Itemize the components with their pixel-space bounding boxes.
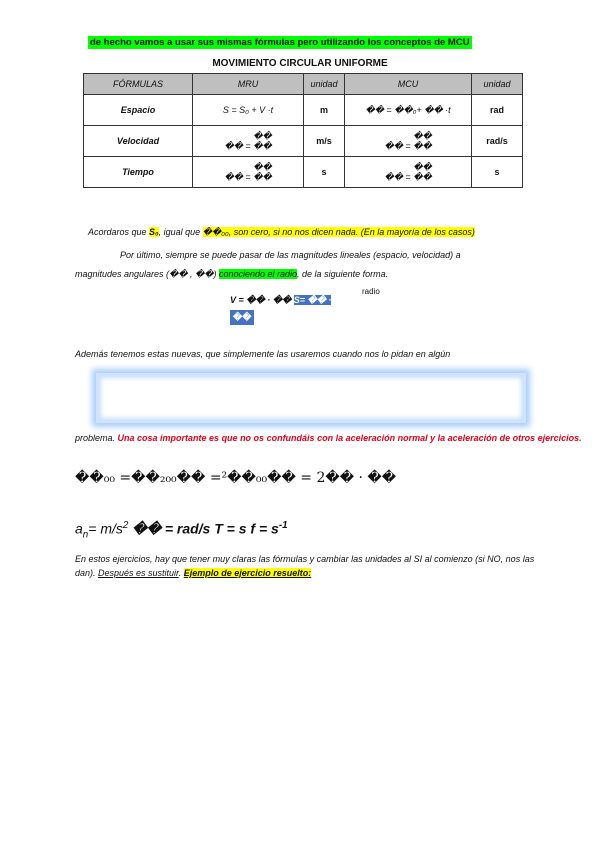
paragraph-initial-values: [88, 227, 475, 238]
paragraph-warning: [75, 431, 582, 445]
mcu-formula: �� = ��₀+ �� ·t: [345, 95, 472, 126]
underlined-text: Después es sustituir: [98, 568, 179, 578]
denominator: ��: [413, 140, 432, 151]
text-run: .: [178, 568, 184, 578]
eq-sub: n: [82, 529, 89, 541]
mcu-fraction: [413, 162, 431, 182]
table-row: [84, 95, 523, 126]
eq-part: = m/s: [88, 520, 123, 537]
header-mcu: MCU: [345, 74, 472, 95]
mru-unit: s: [304, 157, 345, 188]
mcu-lhs: �� =: [384, 140, 411, 151]
header-unit-mru: unidad: [304, 74, 345, 95]
eq-sup: -1: [278, 520, 288, 531]
warning-text: Una cosa importante es que no os confundáis con la aceleración normal y la aceleración de otros ejercicios.: [117, 433, 582, 443]
row-label: Espacio: [84, 95, 193, 126]
text-run: magnitudes angulares (�� , ��): [75, 269, 219, 279]
paragraph-linear-angular: Por último, siempre se puede pasar de las magnitudes lineales (espacio, velocidad) a: [120, 250, 461, 260]
intro-line: de hecho vamos a usar sus mismas fórmulas pero utilizando los conceptos de MCU: [90, 37, 470, 48]
denominator: ��: [253, 140, 272, 151]
table-header-row: [84, 74, 523, 95]
header-unit-mcu: unidad: [472, 74, 523, 95]
denominator: ��: [413, 171, 432, 182]
eq-sup: 2: [122, 520, 129, 531]
mcu-fraction: [413, 131, 431, 151]
table-title: MOVIMIENTO CIRCULAR UNIFORME: [212, 58, 388, 69]
mcu-lhs: �� =: [384, 171, 411, 182]
row-label: Tiempo: [84, 157, 193, 188]
eq-continuation: ��: [230, 310, 254, 325]
numerator: ��: [413, 130, 432, 141]
text-run: , de la siguiente forma.: [297, 269, 389, 279]
table-row: [84, 157, 523, 188]
header-formulas: FÓRMULAS: [84, 74, 193, 95]
mru-formula: [193, 126, 304, 157]
mcu-unit: s: [472, 157, 523, 188]
text-run: problema.: [75, 433, 118, 443]
highlight-radius: conociendo el radio: [218, 269, 298, 279]
eq-part: a: [75, 520, 83, 537]
paragraph-exercises: [75, 552, 545, 580]
mru-unit: m: [304, 95, 345, 126]
formulas-table: [83, 73, 523, 188]
numerator: ��: [253, 161, 272, 172]
text-run: , igual que: [158, 227, 203, 237]
highlight-example: Ejemplo de ejercicio resuelto:: [183, 568, 312, 578]
eq-part-highlight: = �� ·: [299, 295, 332, 305]
units-equation: [75, 520, 288, 540]
numerator: ��: [253, 130, 272, 141]
mcu-formula: [345, 157, 472, 188]
mcu-unit: rad: [472, 95, 523, 126]
paragraph-new-formulas: Además tenemos estas nuevas, que simplemente las usaremos cuando nos lo pidan en algún: [75, 349, 451, 359]
text-run: Acordaros que: [88, 227, 150, 237]
radio-label: radio: [362, 287, 380, 296]
eq-part: V = �� · ��: [230, 295, 292, 305]
mru-fraction: [253, 162, 271, 182]
mru-lhs: �� =: [224, 171, 251, 182]
text-run: En estos ejercicios, hay que tener muy claras las fórmulas y cambiar las unidades al SI al comienzo (si NO, nos las dan).: [75, 554, 535, 578]
paragraph-magnitudes: [75, 269, 388, 280]
mcu-formula: [345, 126, 472, 157]
highlighted-box: [96, 373, 526, 423]
eq-s-highlight: S: [293, 295, 300, 305]
acceleration-equation: ��₀₀ =��₂₀₀�� =²��₀₀�� = 2�� · ��: [75, 470, 397, 486]
mru-lhs: �� =: [224, 140, 251, 151]
highlight-zero-note: ��₀₀, son cero, si no nos dicen nada. (En la mayoría de los casos): [202, 227, 475, 237]
mru-fraction: [253, 131, 271, 151]
mru-formula: S = S₀ + V ·t: [193, 95, 304, 126]
row-label: Velocidad: [84, 126, 193, 157]
header-mru: MRU: [193, 74, 304, 95]
numerator: ��: [413, 161, 432, 172]
denominator: ��: [253, 171, 272, 182]
mru-unit: m/s: [304, 126, 345, 157]
velocity-equation: [230, 295, 331, 306]
mru-formula: [193, 157, 304, 188]
table-row: [84, 126, 523, 157]
eq-part: �� = rad/s T = s f = s: [128, 520, 279, 537]
mcu-unit: rad/s: [472, 126, 523, 157]
highlight-s0: S₀: [149, 227, 159, 237]
